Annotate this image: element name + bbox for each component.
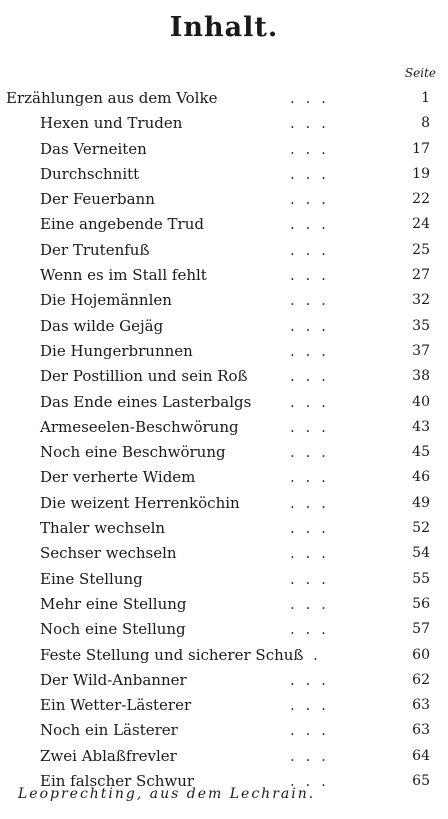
toc-entry-page-number: 8 [421,115,430,132]
toc-leader-dots: . [313,645,321,664]
toc-leader-dots: . . . [290,392,329,411]
toc-entry-title: Ein falscher Schwur [40,772,195,791]
toc-entry [0,693,448,718]
toc-entry-page-number: 49 [412,494,430,511]
toc-entry [0,617,448,642]
toc-entry-page-number: 38 [412,368,430,385]
toc-entry [0,263,448,288]
toc-entry-title: Noch eine Stellung [40,620,186,639]
toc-entry-page-number: 35 [412,317,430,334]
toc-entry [0,390,448,415]
toc-entry [0,643,448,668]
toc-entry-page-number: 52 [412,520,430,537]
toc-entry-page-number: 64 [412,747,430,764]
toc-entry-page-number: 22 [412,191,430,208]
toc-entry-page-number: 40 [412,393,430,410]
toc-entry [0,238,448,263]
toc-entry-page-number: 19 [412,165,430,182]
toc-entry [0,364,448,389]
toc-entry-title: Erzählungen aus dem Volke [6,89,218,107]
toc-entry-page-number: 27 [412,267,430,284]
toc-entry-page-number: 1 [421,90,430,106]
toc-entry-title: Die weizent Herrenköchin [40,493,240,512]
toc-leader-dots: . . . [290,114,329,133]
toc-leader-dots: . . . [290,721,329,740]
toc-entry-page-number: 46 [412,469,430,486]
toc-entry-title: Der Wild-Anbanner [40,670,187,689]
toc-entry-title: Armeseelen-Beschwörung [40,417,239,436]
toc-entry-title: Noch ein Lästerer [40,721,178,740]
toc-leader-dots: . . . [290,594,329,613]
toc-entry-title: Der Feuerbann [40,190,155,209]
toc-entry-page-number: 55 [412,570,430,587]
toc-entry-title: Sechser wechseln [40,544,177,563]
toc-leader-dots: . . . [290,190,329,209]
toc-leader-dots: . . . [290,696,329,715]
toc-leader-dots: . . . [290,266,329,285]
toc-entry [0,288,448,313]
toc-leader-dots: . . . [290,620,329,639]
toc-entry-title: Die Hojemännlen [40,291,172,310]
toc-entry-page-number: 63 [412,697,430,714]
toc-entry [0,465,448,490]
toc-leader-dots: . . . [290,215,329,234]
toc-entry-title: Die Hungerbrunnen [40,341,193,360]
toc-entry-title: Der Trutenfuß [40,240,150,259]
toc-entry [0,491,448,516]
page-title: Inhalt. [169,12,279,43]
toc-leader-dots: . . . [290,89,329,107]
toc-entry-title: Eine Stellung [40,569,143,588]
toc-leader-dots: . . . [290,468,329,487]
toc-entry [0,187,448,212]
toc-leader-dots: . . . [290,291,329,310]
toc-leader-dots: . . . [290,139,329,158]
toc-entry-title: Der Postillion und sein Roß [40,367,248,386]
toc-entry [0,744,448,769]
toc-entry-page-number: 43 [412,418,430,435]
toc-entry-page-number: 37 [412,342,430,359]
toc-entry [0,541,448,566]
toc-entry-title: Mehr eine Stellung [40,594,187,613]
page-column-header: Seite [404,66,436,80]
toc-entry-title: Das wilde Gejäg [40,316,164,335]
toc-entry [0,567,448,592]
toc-leader-dots: . . . [290,367,329,386]
toc-entry [0,111,448,136]
toc-leader-dots: . . . [290,569,329,588]
toc-entry [0,137,448,162]
toc-entry [0,212,448,237]
toc-entry-page-number: 57 [412,621,430,638]
toc-leader-dots: . . . [290,341,329,360]
toc-entry-page-number: 62 [412,671,430,688]
toc-leader-dots: . . . [290,772,329,791]
toc-entry [0,668,448,693]
toc-entry-page-number: 65 [412,773,430,790]
toc-entry [0,592,448,617]
toc-entry-title: Noch eine Beschwörung [40,443,226,462]
running-footer: Leoprechting, aus dem Lechrain. [18,786,316,802]
toc-entry-title: Hexen und Truden [40,114,183,133]
table-of-contents [0,86,448,794]
toc-entry [0,415,448,440]
toc-entry-page-number: 24 [412,216,430,233]
toc-leader-dots: . . . [290,544,329,563]
toc-leader-dots: . . . [290,240,329,259]
toc-leader-dots: . . . [290,670,329,689]
toc-entry [0,86,448,111]
toc-entry [0,440,448,465]
toc-entry-title: Thaler wechseln [40,519,166,538]
toc-entry-page-number: 25 [412,241,430,258]
toc-entry-page-number: 60 [412,646,430,663]
toc-leader-dots: . . . [290,417,329,436]
toc-entry-title: Ein Wetter-Lästerer [40,696,192,715]
toc-entry-page-number: 56 [412,595,430,612]
toc-leader-dots: . . . [290,519,329,538]
toc-entry-title: Der verherte Widem [40,468,196,487]
toc-entry-title: Durchschnitt [40,164,140,183]
toc-entry-title: Zwei Ablaßfrevler [40,746,177,765]
toc-entry-title: Feste Stellung und sicherer Schuß [40,645,304,664]
toc-entry-title: Eine angebende Trud [40,215,204,234]
toc-leader-dots: . . . [290,164,329,183]
toc-entry [0,516,448,541]
toc-entry-page-number: 45 [412,444,430,461]
toc-leader-dots: . . . [290,316,329,335]
toc-leader-dots: . . . [290,493,329,512]
toc-entry-page-number: 63 [412,722,430,739]
toc-entry [0,314,448,339]
toc-leader-dots: . . . [290,746,329,765]
toc-entry [0,162,448,187]
toc-entry-page-number: 32 [412,292,430,309]
toc-entry-page-number: 17 [412,140,430,157]
toc-entry [0,339,448,364]
toc-entry-page-number: 54 [412,545,430,562]
toc-entry-title: Das Ende eines Lasterbalgs [40,392,252,411]
toc-entry [0,718,448,743]
toc-leader-dots: . . . [290,443,329,462]
toc-entry-title: Wenn es im Stall fehlt [40,266,207,285]
toc-entry-title: Das Verneiten [40,139,147,158]
